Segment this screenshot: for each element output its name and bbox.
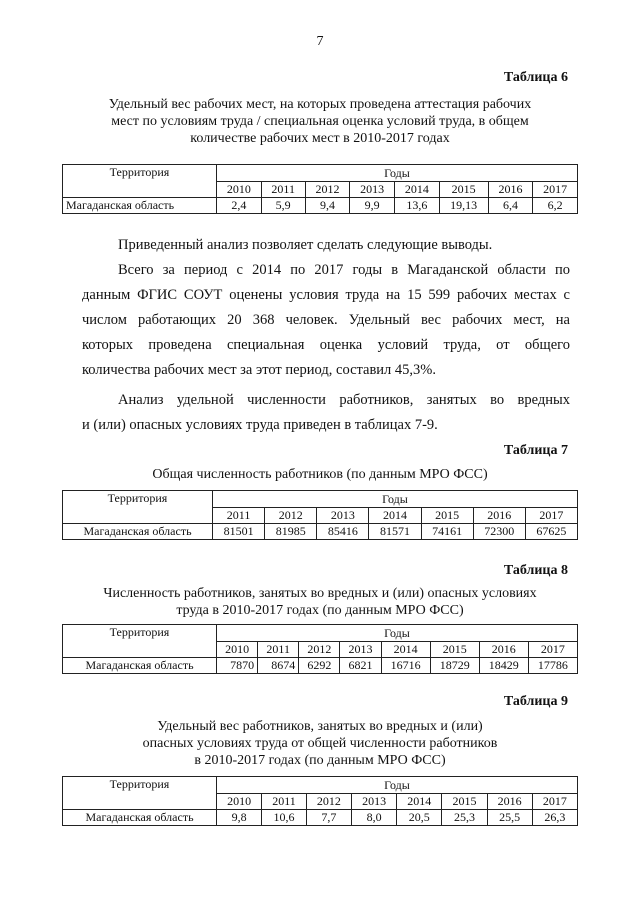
table-row bbox=[63, 198, 578, 214]
table7-year: 2014 bbox=[369, 508, 421, 524]
table6-title-line: количестве рабочих мест в 2010-2017 годах bbox=[190, 131, 450, 146]
table7-value: 81501 bbox=[213, 524, 265, 540]
table8-value: 8674 bbox=[258, 658, 299, 674]
table6-value: 13,6 bbox=[395, 198, 440, 214]
table9-value: 7,7 bbox=[306, 810, 351, 826]
table8 bbox=[62, 624, 578, 674]
table-row bbox=[63, 658, 578, 674]
table7-year: 2015 bbox=[421, 508, 473, 524]
table7-row-name: Магаданская область bbox=[63, 524, 213, 540]
table8-year: 2016 bbox=[479, 642, 528, 658]
table6-year: 2017 bbox=[533, 182, 578, 198]
paragraph-line: Всего за период с 2014 по 2017 годы в Магаданской области по bbox=[118, 262, 570, 278]
table9-year: 2017 bbox=[532, 794, 577, 810]
table9-value: 10,6 bbox=[262, 810, 307, 826]
table-row bbox=[63, 524, 578, 540]
table9 bbox=[62, 776, 578, 826]
table7-value: 81571 bbox=[369, 524, 421, 540]
table6-value: 9,4 bbox=[305, 198, 350, 214]
table8-year: 2014 bbox=[381, 642, 430, 658]
table8-label: Таблица 8 bbox=[503, 563, 568, 578]
table7-value: 81985 bbox=[265, 524, 317, 540]
table9-year: 2011 bbox=[262, 794, 307, 810]
table6-year: 2010 bbox=[217, 182, 262, 198]
table8-value: 7870 bbox=[217, 658, 258, 674]
table6 bbox=[62, 164, 578, 214]
table8-title-line: Численность работников, занятых во вредных и (или) опасных условиях bbox=[103, 586, 537, 601]
table6-row-name: Магаданская область bbox=[63, 198, 217, 214]
paragraph-line: числом работающих 20 368 человек. Удельный вес рабочих мест, на bbox=[82, 312, 570, 328]
table9-year: 2014 bbox=[397, 794, 442, 810]
table8-year: 2012 bbox=[299, 642, 340, 658]
page-number: 7 bbox=[316, 34, 324, 49]
table8-year: 2011 bbox=[258, 642, 299, 658]
table6-year: 2014 bbox=[395, 182, 440, 198]
table7-year: 2017 bbox=[525, 508, 577, 524]
table7-header-territory: Территория bbox=[63, 491, 213, 524]
table9-value: 25,5 bbox=[487, 810, 532, 826]
table8-header-years: Годы bbox=[217, 625, 578, 642]
table9-value: 9,8 bbox=[217, 810, 262, 826]
table9-year: 2016 bbox=[487, 794, 532, 810]
table9-row-name: Магаданская область bbox=[63, 810, 217, 826]
table6-title-line: Удельный вес рабочих мест, на которых проведена аттестация рабочих bbox=[108, 97, 532, 112]
table6-header-territory: Территория bbox=[63, 165, 217, 198]
table8-value: 18429 bbox=[479, 658, 528, 674]
table9-year: 2012 bbox=[306, 794, 351, 810]
table9-year: 2010 bbox=[217, 794, 262, 810]
paragraph-summary bbox=[82, 258, 570, 383]
table7 bbox=[62, 490, 578, 540]
table6-header-years: Годы bbox=[217, 165, 578, 182]
table8-title-line: труда в 2010-2017 годах (по данным МРО ФСС) bbox=[176, 603, 464, 618]
paragraph-line: данным ФГИС СОУТ оценены условия труда на 15 599 рабочих местах с bbox=[82, 287, 570, 303]
paragraph-line: и (или) опасных условиях труда приведен в таблицах 7-9. bbox=[82, 417, 438, 433]
table8-value: 16716 bbox=[381, 658, 430, 674]
table8-year: 2013 bbox=[340, 642, 381, 658]
table8-title bbox=[70, 585, 570, 619]
paragraph-line: которых проведена специальная оценка условий труда, от общего bbox=[82, 337, 570, 353]
table9-header-territory: Территория bbox=[63, 777, 217, 810]
table7-value: 67625 bbox=[525, 524, 577, 540]
table8-year: 2017 bbox=[528, 642, 577, 658]
table7-year: 2013 bbox=[317, 508, 369, 524]
table6-value: 2,4 bbox=[217, 198, 262, 214]
table8-value: 18729 bbox=[430, 658, 479, 674]
table6-value: 5,9 bbox=[261, 198, 305, 214]
table6-title-line: мест по условиям труда / специальная оценка условий труда, в общем bbox=[111, 114, 529, 129]
table9-year: 2015 bbox=[442, 794, 487, 810]
table6-value: 19,13 bbox=[439, 198, 488, 214]
table9-label: Таблица 9 bbox=[503, 694, 568, 709]
table7-year: 2011 bbox=[213, 508, 265, 524]
table7-value: 72300 bbox=[473, 524, 525, 540]
table7-title-line: Общая численность работников (по данным МРО ФСС) bbox=[152, 467, 488, 482]
table9-year: 2013 bbox=[351, 794, 396, 810]
table9-value: 25,3 bbox=[442, 810, 487, 826]
table6-value: 6,4 bbox=[488, 198, 533, 214]
table9-title bbox=[70, 718, 570, 769]
table7-year: 2016 bbox=[473, 508, 525, 524]
table6-year: 2012 bbox=[305, 182, 350, 198]
table9-title-line: опасных условиях труда от общей численности работников bbox=[142, 736, 498, 751]
table9-header-years: Годы bbox=[217, 777, 578, 794]
table7-year: 2012 bbox=[265, 508, 317, 524]
paragraph-analysis bbox=[82, 388, 570, 438]
table8-row-name: Магаданская область bbox=[63, 658, 217, 674]
table9-value: 20,5 bbox=[397, 810, 442, 826]
table6-year: 2011 bbox=[261, 182, 305, 198]
table8-value: 6821 bbox=[340, 658, 381, 674]
paragraph-line: Анализ удельной численности работников, занятых во вредных bbox=[118, 392, 570, 408]
table9-value: 26,3 bbox=[532, 810, 577, 826]
table8-header-territory: Территория bbox=[63, 625, 217, 658]
table9-value: 8,0 bbox=[351, 810, 396, 826]
table9-title-line: Удельный вес работников, занятых во вредных и (или) bbox=[157, 719, 483, 734]
table-row bbox=[63, 810, 578, 826]
table6-value: 9,9 bbox=[350, 198, 395, 214]
table7-label: Таблица 7 bbox=[503, 443, 568, 458]
table7-value: 74161 bbox=[421, 524, 473, 540]
table8-value: 17786 bbox=[528, 658, 577, 674]
table8-year: 2010 bbox=[217, 642, 258, 658]
table6-year: 2013 bbox=[350, 182, 395, 198]
table6-year: 2015 bbox=[439, 182, 488, 198]
paragraph-conclusion-intro: Приведенный анализ позволяет сделать следующие выводы. bbox=[118, 237, 493, 253]
table6-year: 2016 bbox=[488, 182, 533, 198]
table6-label: Таблица 6 bbox=[503, 70, 568, 85]
table8-year: 2015 bbox=[430, 642, 479, 658]
table7-header-years: Годы bbox=[213, 491, 578, 508]
table8-value: 6292 bbox=[299, 658, 340, 674]
table6-title bbox=[70, 96, 570, 147]
table7-title bbox=[70, 466, 570, 483]
paragraph-line: количества рабочих мест за этот период, составил 45,3%. bbox=[82, 362, 436, 378]
table9-title-line: в 2010-2017 годах (по данным МРО ФСС) bbox=[194, 753, 446, 768]
table7-value: 85416 bbox=[317, 524, 369, 540]
table6-value: 6,2 bbox=[533, 198, 578, 214]
